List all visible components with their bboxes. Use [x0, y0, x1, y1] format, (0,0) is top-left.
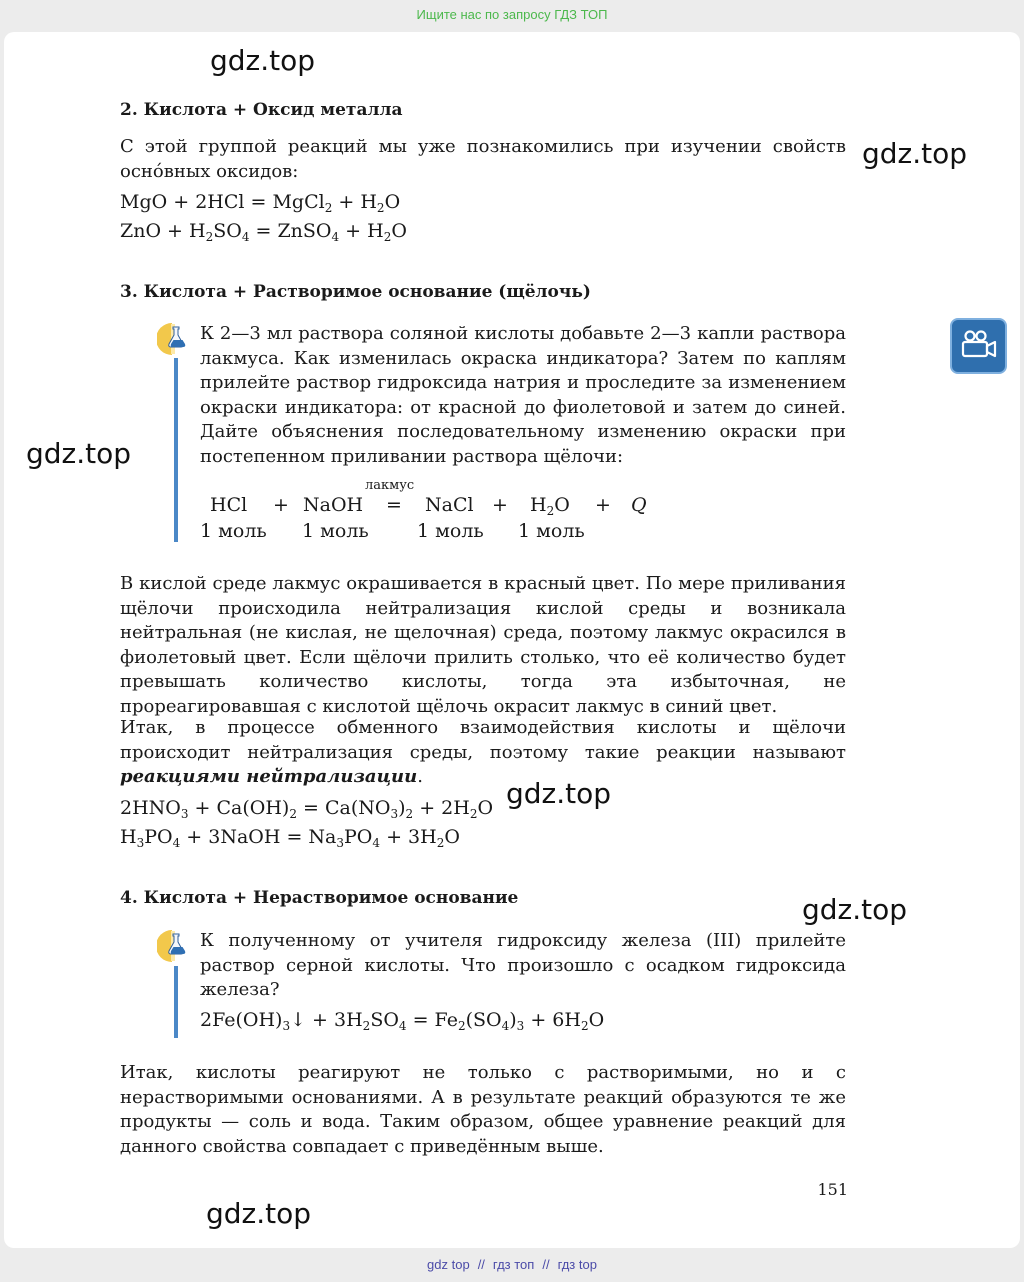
lab-experiment-bar — [174, 358, 178, 542]
watermark: gdz.top — [506, 777, 612, 810]
footer-separator: // — [477, 1257, 485, 1272]
formula-hcl: HCl — [210, 494, 248, 516]
lab-experiment-text: К полученному от учителя гидроксиду железа (III) прилейте раствор серной кислоты. Что произошло с осадком гидроксида железа? — [200, 930, 846, 1000]
plus-sign: + — [595, 494, 611, 516]
equation-feoh3: $2Fe(OH)_3↓ + 3H_2SO_4 = Fe_2(SO_4)_3 + 6H_2O$ — [200, 1009, 605, 1033]
section-4-heading: 4. Кислота + Нерастворимое основание — [120, 888, 519, 908]
section-2-text: С этой группой реакций мы уже познакомились при изучении свойств оснóвных оксидов: — [120, 136, 846, 182]
section-2-heading: 2. Кислота + Оксид металла — [120, 100, 403, 120]
neutralization-paragraph: Итак, в процессе обменного взаимодействия кислоты и щёлочи происходит нейтрализация среды, поэтому такие реакции называют реакциями нейтрализации. — [120, 717, 846, 787]
catalyst-label: лакмус — [365, 478, 415, 493]
plus-sign: + — [273, 494, 289, 516]
equals-sign: = — [386, 494, 402, 516]
footer-link[interactable]: гдз top — [557, 1257, 597, 1272]
amount-label: 1 моль — [518, 520, 585, 542]
equation-mgo: MgO + 2HCl = MgCl$_2$ + $H_2O$ — [120, 191, 401, 215]
top-search-note[interactable]: Ищите нас по запросу ГДЗ ТОП — [416, 7, 608, 22]
lab-experiment-text: К 2—3 мл раствора соляной кислоты добавьте 2—3 капли раствора лакмуса. Как изменилась окраска индикатора? Затем по каплям прилейте раствор гидроксида натрия и проследите за изменением окраски индикатора: от красной до фиолетовой и затем до синей. Дайте объяснения последовательному изменению окраски при постепенном приливании раствора щёлочи: — [200, 323, 846, 467]
equation-hno3: $2HNO_3 + Ca(OH)_2 = Ca(NO_3)_2 + 2H_2O$ — [120, 797, 494, 821]
bottom-links — [0, 1257, 1024, 1272]
footer-link[interactable]: гдз топ — [492, 1257, 535, 1272]
conclusion-paragraph: Итак, кислоты реагируют не только с растворимыми, но и с нерастворимыми основаниями. А в результате реакций образуются те же продукты — соль и вода. Таким образом, общее уравнение реакций для данного свойства совпадает с приведённым выше. — [120, 1062, 846, 1157]
amount-label: 1 моль — [302, 520, 369, 542]
plus-sign: + — [492, 494, 508, 516]
flask-icon — [157, 928, 187, 964]
video-camera-icon — [952, 320, 1005, 372]
lab-experiment-bar — [174, 966, 178, 1038]
formula-nacl: NaCl — [425, 494, 474, 516]
watermark: gdz.top — [210, 44, 316, 77]
page-number: 151 — [817, 1180, 848, 1199]
watermark: gdz.top — [802, 893, 908, 926]
neutralization-scheme — [200, 476, 660, 546]
term-neutralization: реакциями нейтрализации — [120, 766, 418, 787]
watermark: gdz.top — [206, 1197, 312, 1230]
formula-naoh: NaOH — [303, 494, 364, 516]
amount-label: 1 моль — [200, 520, 267, 542]
section-3-heading: 3. Кислота + Растворимое основание (щёлочь) — [120, 282, 591, 302]
equation-h3po4: $H_3PO_4$ + 3NaOH = $Na_3PO_4 + 3H_2O$ — [120, 826, 460, 850]
explanation-paragraph: В кислой среде лакмус окрашивается в красный цвет. По мере приливания щёлочи происходила нейтрализация кислой среды и возникала нейтральная (не кислая, не щелочная) среда, поэтому лакмус окрасился в фиолетовый цвет. Если щёлочи прилить столько, что её количество будет превышать количество кислоты, тогда эта избыточная, не прореагировавшая с кислотой щёлочь окрасит лакмус в синий цвет. — [120, 573, 846, 717]
footer-link[interactable]: gdz top — [427, 1257, 470, 1272]
equation-zno: ZnO + $H_2SO_4$ = ZnSO$_4$ + $H_2O$ — [120, 220, 407, 244]
watermark: gdz.top — [26, 437, 132, 470]
formula-h2o: $H_2O$ — [530, 494, 570, 518]
watermark: gdz.top — [862, 137, 968, 170]
video-button[interactable] — [950, 318, 1007, 374]
flask-icon — [157, 321, 187, 357]
amount-label: 1 моль — [417, 520, 484, 542]
heat-q: Q — [631, 494, 647, 516]
footer-separator: // — [542, 1257, 550, 1272]
